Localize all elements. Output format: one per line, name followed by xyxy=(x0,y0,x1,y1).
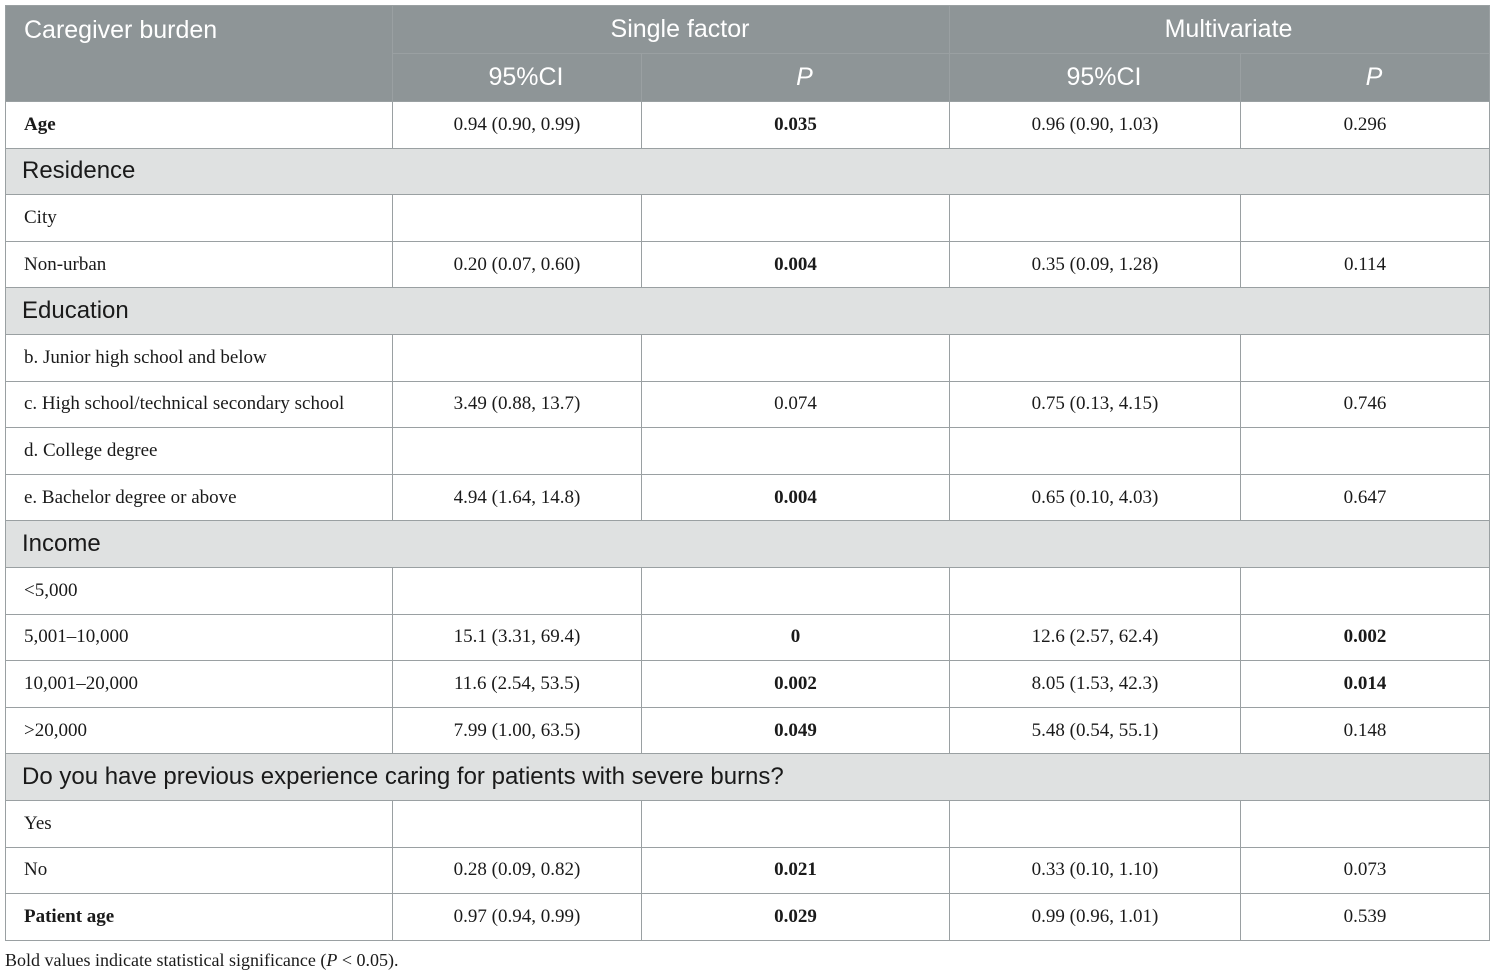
multivariate-p xyxy=(1241,334,1490,381)
row-label: Patient age xyxy=(6,894,393,941)
multivariate-p: 0.073 xyxy=(1241,847,1490,894)
single-factor-ci: 0.97 (0.94, 0.99) xyxy=(393,894,642,941)
single-factor-ci: 4.94 (1.64, 14.8) xyxy=(393,474,642,521)
header-mv-ci: 95%CI xyxy=(950,54,1241,102)
section-row xyxy=(6,288,1490,335)
single-factor-ci xyxy=(393,195,642,242)
section-label: Residence xyxy=(6,148,1490,195)
table-row xyxy=(6,847,1490,894)
row-label: b. Junior high school and below xyxy=(6,334,393,381)
row-label: >20,000 xyxy=(6,707,393,754)
table-header xyxy=(6,6,1490,102)
table-row xyxy=(6,428,1490,475)
multivariate-p: 0.014 xyxy=(1241,661,1490,708)
footnote xyxy=(5,950,399,971)
multivariate-p xyxy=(1241,800,1490,847)
multivariate-ci: 0.96 (0.90, 1.03) xyxy=(950,102,1241,149)
table-row xyxy=(6,474,1490,521)
multivariate-p: 0.746 xyxy=(1241,381,1490,428)
footnote-after: < 0.05). xyxy=(337,950,399,970)
row-label: City xyxy=(6,195,393,242)
row-label: <5,000 xyxy=(6,567,393,614)
table-row xyxy=(6,567,1490,614)
multivariate-ci: 0.99 (0.96, 1.01) xyxy=(950,894,1241,941)
single-factor-ci xyxy=(393,800,642,847)
row-label: 5,001–10,000 xyxy=(6,614,393,661)
row-label: Age xyxy=(6,102,393,149)
single-factor-ci: 3.49 (0.88, 13.7) xyxy=(393,381,642,428)
single-factor-ci: 0.94 (0.90, 0.99) xyxy=(393,102,642,149)
row-label: Yes xyxy=(6,800,393,847)
section-row xyxy=(6,148,1490,195)
multivariate-p: 0.539 xyxy=(1241,894,1490,941)
single-factor-ci xyxy=(393,334,642,381)
multivariate-ci xyxy=(950,567,1241,614)
single-factor-ci: 11.6 (2.54, 53.5) xyxy=(393,661,642,708)
row-label: e. Bachelor degree or above xyxy=(6,474,393,521)
single-factor-p xyxy=(642,334,950,381)
multivariate-p: 0.647 xyxy=(1241,474,1490,521)
header-caregiver-burden: Caregiver burden xyxy=(6,6,393,102)
header-sf-ci: 95%CI xyxy=(393,54,642,102)
row-label: 10,001–20,000 xyxy=(6,661,393,708)
table-row xyxy=(6,241,1490,288)
single-factor-p: 0.002 xyxy=(642,661,950,708)
multivariate-ci xyxy=(950,428,1241,475)
multivariate-p xyxy=(1241,195,1490,242)
table-row xyxy=(6,381,1490,428)
multivariate-ci: 5.48 (0.54, 55.1) xyxy=(950,707,1241,754)
single-factor-p: 0.021 xyxy=(642,847,950,894)
single-factor-p: 0.049 xyxy=(642,707,950,754)
single-factor-p xyxy=(642,195,950,242)
table-row xyxy=(6,894,1490,941)
row-label: c. High school/technical secondary school xyxy=(6,381,393,428)
multivariate-p: 0.114 xyxy=(1241,241,1490,288)
table-row xyxy=(6,614,1490,661)
multivariate-ci: 12.6 (2.57, 62.4) xyxy=(950,614,1241,661)
single-factor-ci xyxy=(393,567,642,614)
table-row xyxy=(6,102,1490,149)
multivariate-p xyxy=(1241,567,1490,614)
section-row xyxy=(6,754,1490,801)
multivariate-ci xyxy=(950,800,1241,847)
single-factor-p xyxy=(642,800,950,847)
single-factor-ci: 0.28 (0.09, 0.82) xyxy=(393,847,642,894)
single-factor-p: 0 xyxy=(642,614,950,661)
section-label: Do you have previous experience caring for patients with severe burns? xyxy=(6,754,1490,801)
table-body xyxy=(6,102,1490,941)
row-label: d. College degree xyxy=(6,428,393,475)
multivariate-ci: 0.65 (0.10, 4.03) xyxy=(950,474,1241,521)
multivariate-ci xyxy=(950,334,1241,381)
section-label: Income xyxy=(6,521,1490,568)
multivariate-p: 0.148 xyxy=(1241,707,1490,754)
header-sf-p: P xyxy=(642,54,950,102)
multivariate-ci: 0.35 (0.09, 1.28) xyxy=(950,241,1241,288)
table-row xyxy=(6,195,1490,242)
single-factor-ci: 0.20 (0.07, 0.60) xyxy=(393,241,642,288)
single-factor-p: 0.074 xyxy=(642,381,950,428)
multivariate-ci: 0.75 (0.13, 4.15) xyxy=(950,381,1241,428)
table-row xyxy=(6,707,1490,754)
single-factor-p xyxy=(642,567,950,614)
multivariate-ci xyxy=(950,195,1241,242)
footnote-p: P xyxy=(326,950,338,970)
header-multivariate: Multivariate xyxy=(950,6,1490,54)
multivariate-p: 0.002 xyxy=(1241,614,1490,661)
header-mv-p: P xyxy=(1241,54,1490,102)
single-factor-ci: 7.99 (1.00, 63.5) xyxy=(393,707,642,754)
single-factor-p: 0.035 xyxy=(642,102,950,149)
row-label: Non-urban xyxy=(6,241,393,288)
multivariate-p: 0.296 xyxy=(1241,102,1490,149)
section-label: Education xyxy=(6,288,1490,335)
footnote-before: Bold values indicate statistical significance ( xyxy=(5,950,327,970)
results-table xyxy=(5,5,1490,941)
table-row xyxy=(6,661,1490,708)
table-row xyxy=(6,334,1490,381)
section-row xyxy=(6,521,1490,568)
single-factor-p: 0.004 xyxy=(642,474,950,521)
single-factor-p: 0.029 xyxy=(642,894,950,941)
single-factor-ci: 15.1 (3.31, 69.4) xyxy=(393,614,642,661)
header-single-factor: Single factor xyxy=(393,6,950,54)
single-factor-ci xyxy=(393,428,642,475)
single-factor-p xyxy=(642,428,950,475)
multivariate-ci: 8.05 (1.53, 42.3) xyxy=(950,661,1241,708)
table-row xyxy=(6,800,1490,847)
multivariate-p xyxy=(1241,428,1490,475)
row-label: No xyxy=(6,847,393,894)
single-factor-p: 0.004 xyxy=(642,241,950,288)
multivariate-ci: 0.33 (0.10, 1.10) xyxy=(950,847,1241,894)
